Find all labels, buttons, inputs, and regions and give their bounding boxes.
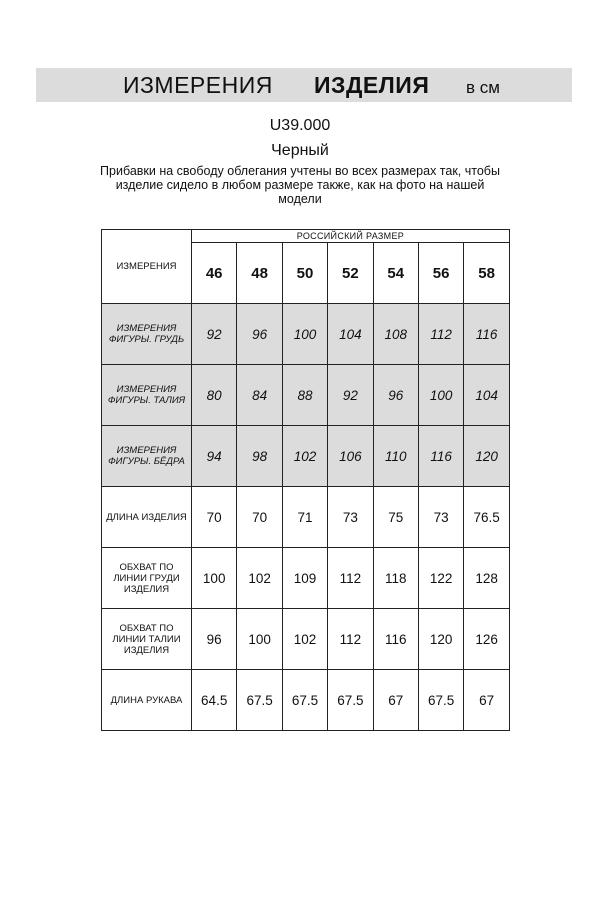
banner-title-measurements: ИЗМЕРЕНИЯ: [123, 72, 273, 98]
table-cell: 67: [464, 670, 509, 731]
table-cell: 116: [464, 304, 509, 365]
table-cell: 110: [373, 426, 418, 487]
table-cell: 112: [328, 548, 373, 609]
table-cell: 116: [418, 426, 463, 487]
table-cell: 92: [328, 365, 373, 426]
table-cell: 73: [328, 487, 373, 548]
table-row: [102, 487, 510, 548]
table-cell: 102: [237, 548, 282, 609]
table-cell: 80: [192, 365, 237, 426]
table-cell: 102: [282, 609, 327, 670]
table-cell: 104: [464, 365, 509, 426]
size-header-cell: 54: [373, 243, 418, 304]
product-code: U39.000: [269, 117, 331, 134]
table-cell: 84: [237, 365, 282, 426]
table-corner-label: ИЗМЕРЕНИЯ: [102, 230, 192, 304]
table-cell: 64.5: [192, 670, 237, 731]
table-cell: 100: [418, 365, 463, 426]
table-cell: 96: [192, 609, 237, 670]
table-cell: 108: [373, 304, 418, 365]
table-cell: 118: [373, 548, 418, 609]
table-cell: 67.5: [282, 670, 327, 731]
table-row: [102, 304, 510, 365]
banner-unit: в см: [466, 78, 500, 97]
table-row: [102, 426, 510, 487]
table-cell: 122: [418, 548, 463, 609]
table-cell: 112: [328, 609, 373, 670]
table-cell: 67.5: [237, 670, 282, 731]
table-row: [102, 365, 510, 426]
product-color: Черный: [271, 142, 329, 159]
table-cell: 71: [282, 487, 327, 548]
row-label: ОБХВАТ ПО ЛИНИИ ГРУДИ ИЗДЕЛИЯ: [102, 548, 192, 609]
size-header-cell: 50: [282, 243, 327, 304]
table-cell: 75: [373, 487, 418, 548]
table-cell: 104: [328, 304, 373, 365]
row-label: ИЗМЕРЕНИЯ ФИГУРЫ. ТАЛИЯ: [102, 365, 192, 426]
table-cell: 128: [464, 548, 509, 609]
table-cell: 70: [192, 487, 237, 548]
table-cell: 120: [464, 426, 509, 487]
row-label: ДЛИНА РУКАВА: [102, 670, 192, 731]
table-row: [102, 548, 510, 609]
table-cell: 126: [464, 609, 509, 670]
size-header-cell: 56: [418, 243, 463, 304]
table-cell: 88: [282, 365, 327, 426]
table-cell: 102: [282, 426, 327, 487]
table-cell: 94: [192, 426, 237, 487]
table-cell: 67.5: [328, 670, 373, 731]
row-label: ИЗМЕРЕНИЯ ФИГУРЫ. БЁДРА: [102, 426, 192, 487]
table-cell: 70: [237, 487, 282, 548]
size-table: [101, 229, 510, 731]
table-cell: 100: [192, 548, 237, 609]
row-label: ДЛИНА ИЗДЕЛИЯ: [102, 487, 192, 548]
table-cell: 112: [418, 304, 463, 365]
table-cell: 73: [418, 487, 463, 548]
size-header-cell: 46: [192, 243, 237, 304]
row-label: ИЗМЕРЕНИЯ ФИГУРЫ. ГРУДЬ: [102, 304, 192, 365]
table-cell: 96: [237, 304, 282, 365]
table-cell: 98: [237, 426, 282, 487]
banner-title-garment: ИЗДЕЛИЯ: [314, 72, 430, 98]
table-cell: 120: [418, 609, 463, 670]
size-header-cell: 48: [237, 243, 282, 304]
table-cell: 96: [373, 365, 418, 426]
table-row: [102, 609, 510, 670]
size-group-label: РОССИЙСКИЙ РАЗМЕР: [192, 230, 510, 243]
table-row: [102, 670, 510, 731]
table-cell: 92: [192, 304, 237, 365]
table-cell: 106: [328, 426, 373, 487]
table-cell: 100: [237, 609, 282, 670]
title-banner: [36, 68, 572, 102]
table-cell: 100: [282, 304, 327, 365]
table-cell: 76.5: [464, 487, 509, 548]
table-cell: 116: [373, 609, 418, 670]
fit-note: Прибавки на свободу облегания учтены во всех размерах так, чтобы изделие сидело в любом размере также, как на фото на нашей модели: [100, 164, 500, 206]
table-cell: 109: [282, 548, 327, 609]
table-cell: 67.5: [418, 670, 463, 731]
table-cell: 67: [373, 670, 418, 731]
size-header-cell: 58: [464, 243, 509, 304]
row-label: ОБХВАТ ПО ЛИНИИ ТАЛИИ ИЗДЕЛИЯ: [102, 609, 192, 670]
size-header-cell: 52: [328, 243, 373, 304]
